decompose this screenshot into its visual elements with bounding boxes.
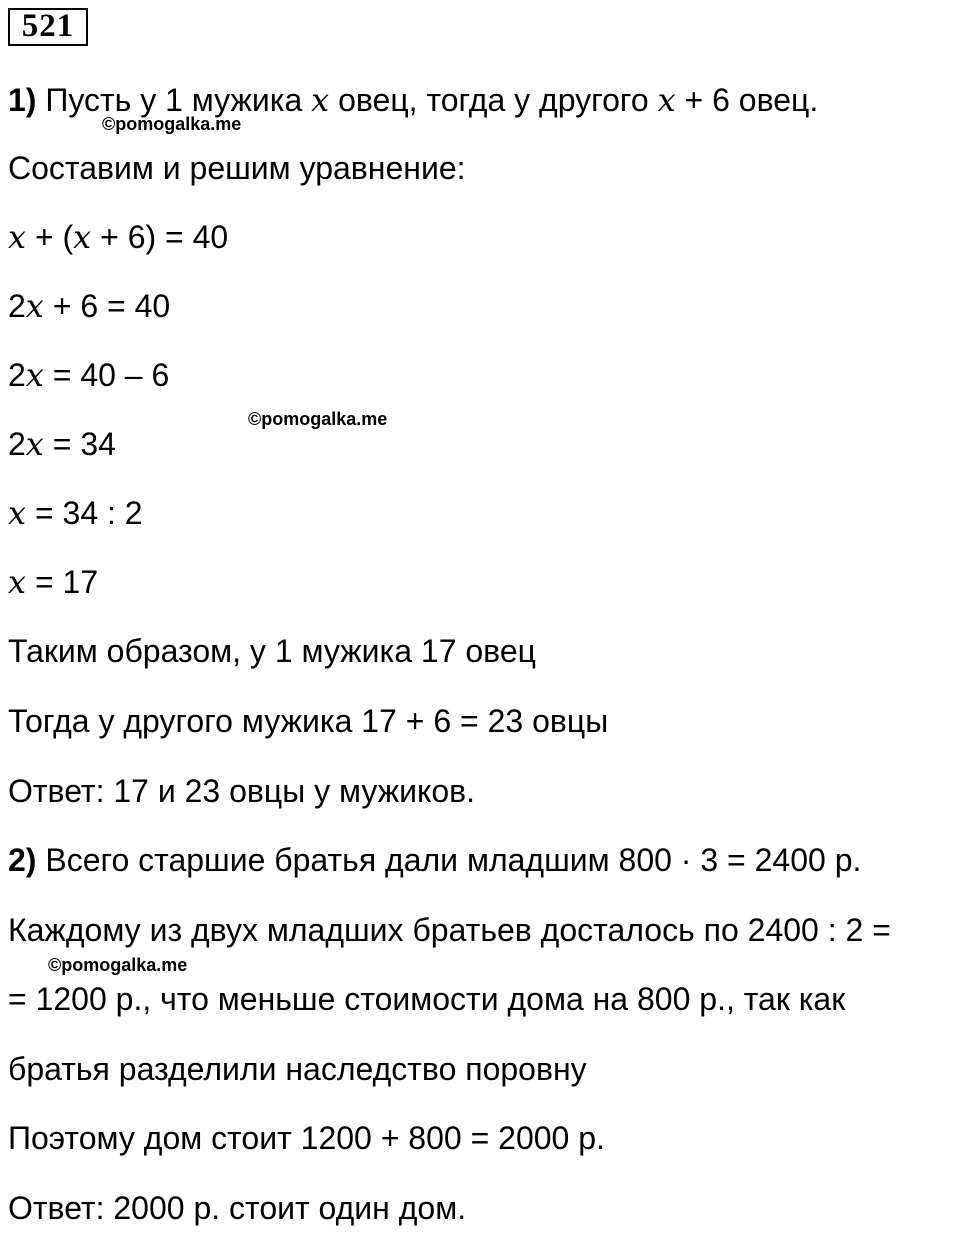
variable-x: x [25, 425, 44, 463]
variable-x: x [8, 494, 27, 532]
part1-conclusion-1: Таким образом, у 1 мужика 17 овец [8, 633, 536, 669]
part2-marker: 2) [8, 842, 37, 878]
equation-2-rest: + 6 = 40 [43, 288, 171, 324]
part2-line-1-text: Всего старшие братья дали младшим 800 · 3 = 2400 р. [36, 842, 862, 878]
part2-line-3: = 1200 р., что меньше стоимости дома на 800 р., так как [8, 981, 846, 1017]
variable-x: x [311, 81, 330, 119]
part1-intro-b: овец, тогда у другого [329, 82, 658, 118]
equation-1-b: + 6) = 40 [91, 219, 229, 255]
part2-line-2: Каждому из двух младших братьев досталось по 2400 : 2 = [8, 912, 891, 948]
watermark: ©pomogalka.me [248, 409, 388, 429]
variable-x: x [73, 218, 92, 256]
variable-x: x [8, 218, 27, 256]
equation-6 [8, 562, 98, 602]
part2-line-5: Поэтому дом стоит 1200 + 800 = 2000 р. [8, 1120, 605, 1156]
coefficient: 2 [8, 426, 26, 462]
equation-1-a: + ( [26, 219, 74, 255]
task-number: 521 [8, 8, 88, 46]
equation-3-rest: = 40 – 6 [43, 357, 170, 393]
watermark: ©pomogalka.me [48, 955, 188, 975]
equation-6-rest: = 17 [26, 564, 99, 600]
equation-4 [8, 424, 116, 464]
equation-3 [8, 355, 169, 395]
part2-line-4: братья разделили наследство поровну [8, 1051, 587, 1087]
equation-4-rest: = 34 [43, 426, 116, 462]
watermark: ©pomogalka.me [102, 114, 242, 134]
part1-intro-a: Пусть у 1 мужика [36, 82, 312, 118]
part1-conclusion-2: Тогда у другого мужика 17 + 6 = 23 овцы [8, 703, 609, 739]
coefficient: 2 [8, 288, 26, 324]
variable-x: x [25, 287, 44, 325]
part1-marker: 1) [8, 82, 37, 118]
equation-5-rest: = 34 : 2 [26, 495, 143, 531]
variable-x: x [657, 81, 676, 119]
variable-x: x [25, 356, 44, 394]
equation-1 [8, 217, 228, 257]
equation-2 [8, 286, 170, 326]
coefficient: 2 [8, 357, 26, 393]
part1-intro-c: + 6 овец. [675, 82, 819, 118]
part2-answer: Ответ: 2000 р. стоит один дом. [8, 1190, 467, 1226]
equation-5 [8, 493, 143, 533]
part2-line-1 [8, 840, 861, 880]
part1-setup: Составим и решим уравнение: [8, 150, 466, 186]
part1-answer: Ответ: 17 и 23 овцы у мужиков. [8, 773, 476, 809]
variable-x: x [8, 563, 27, 601]
